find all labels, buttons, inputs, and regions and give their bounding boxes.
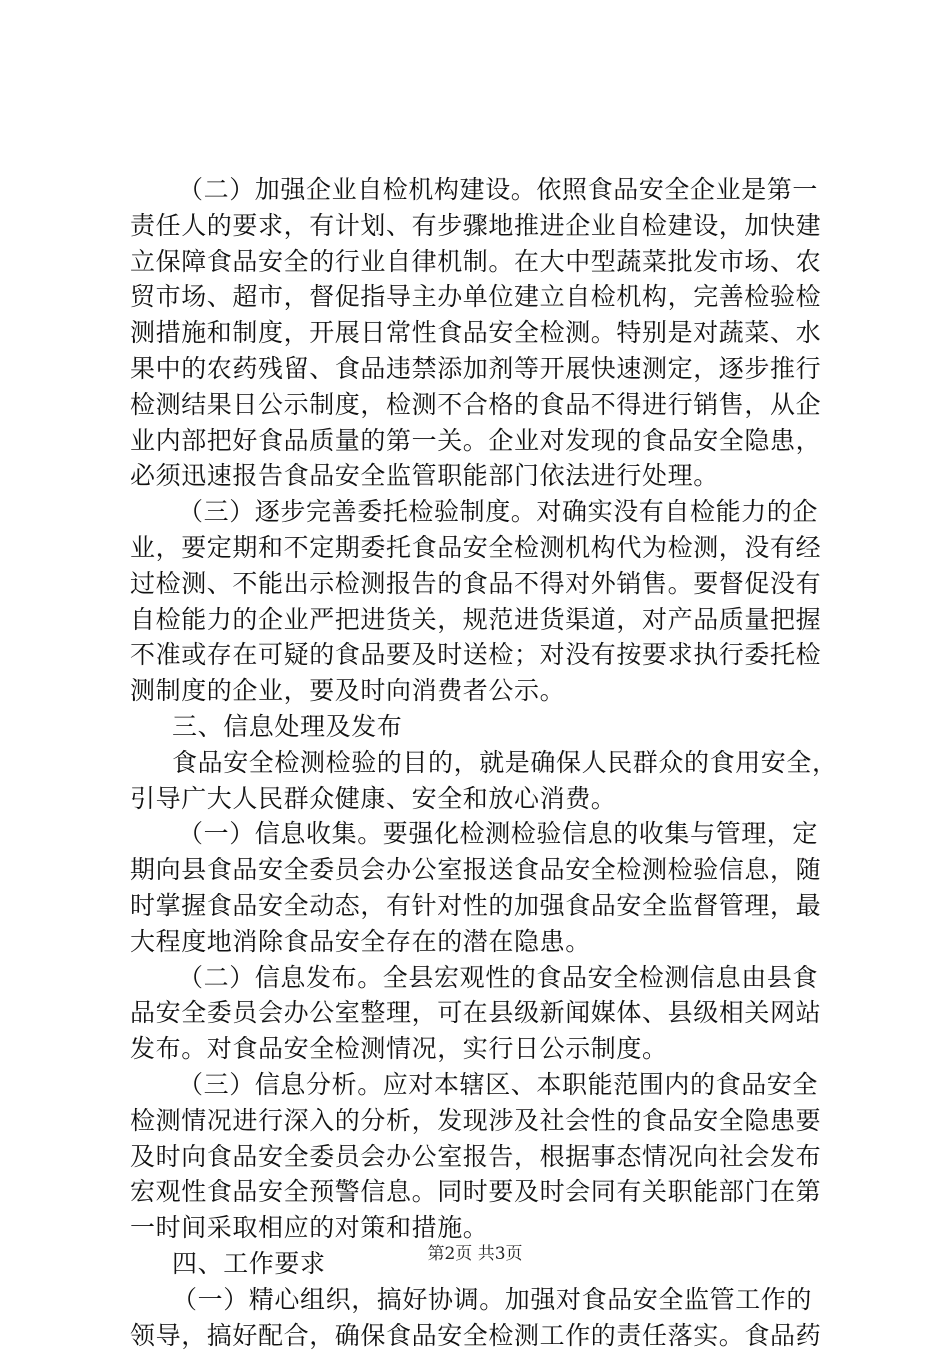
text-line: （二）信息发布。全县宏观性的食品安全检测信息由县食 — [130, 960, 840, 996]
text-line: 过检测、不能出示检测报告的食品不得对外销售。要督促没有 — [130, 566, 840, 602]
text-line: 检测情况进行深入的分析，发现涉及社会性的食品安全隐患要 — [130, 1103, 840, 1139]
text-line: 必须迅速报告食品安全监管职能部门依法进行处理。 — [130, 458, 840, 494]
text-line: 业，要定期和不定期委托食品安全检测机构代为检测，没有经 — [130, 530, 840, 566]
text-line: （一）信息收集。要强化检测检验信息的收集与管理，定 — [130, 816, 840, 852]
text-line: （一）精心组织，搞好协调。加强对食品安全监管工作的 — [130, 1282, 840, 1318]
text-line: （三）逐步完善委托检验制度。对确实没有自检能力的企 — [130, 494, 840, 530]
text-line: 立保障食品安全的行业自律机制。在大中型蔬菜批发市场、农 — [130, 244, 840, 280]
page-footer: 第2页 共3页 — [0, 1243, 950, 1265]
text-line: 大程度地消除食品安全存在的潜在隐患。 — [130, 924, 840, 960]
text-line: （三）信息分析。应对本辖区、本职能范围内的食品安全 — [130, 1067, 840, 1103]
text-line: 宏观性食品安全预警信息。同时要及时会同有关职能部门在第 — [130, 1174, 840, 1210]
text-line: 自检能力的企业严把进货关，规范进货渠道，对产品质量把握 — [130, 602, 840, 638]
text-line: 不准或存在可疑的食品要及时送检；对没有按要求执行委托检 — [130, 637, 840, 673]
text-line: 领导，搞好配合，确保食品安全检测工作的责任落实。食品药 — [130, 1318, 840, 1353]
document-body — [130, 172, 840, 1353]
text-line: 责任人的要求，有计划、有步骤地推进企业自检建设，加快建 — [130, 208, 840, 244]
text-line: 果中的农药残留、食品违禁添加剂等开展快速测定，逐步推行 — [130, 351, 840, 387]
text-line: 品安全委员会办公室整理，可在县级新闻媒体、县级相关网站 — [130, 995, 840, 1031]
text-line: 发布。对食品安全检测情况，实行日公示制度。 — [130, 1031, 840, 1067]
text-line: 检测结果日公示制度，检测不合格的食品不得进行销售，从企 — [130, 387, 840, 423]
text-line: 期向县食品安全委员会办公室报送食品安全检测检验信息，随 — [130, 852, 840, 888]
text-line: 测制度的企业，要及时向消费者公示。 — [130, 673, 840, 709]
text-line: 食品安全检测检验的目的，就是确保人民群众的食用安全， — [130, 745, 840, 781]
text-line: 四、工作要求 — [130, 1246, 840, 1282]
text-line: 时掌握食品安全动态，有针对性的加强食品安全监督管理，最 — [130, 888, 840, 924]
text-line: 三、信息处理及发布 — [130, 709, 840, 745]
text-line: 及时向食品安全委员会办公室报告，根据事态情况向社会发布 — [130, 1139, 840, 1175]
text-line: 贸市场、超市，督促指导主办单位建立自检机构，完善检验检 — [130, 279, 840, 315]
text-line: 测措施和制度，开展日常性食品安全检测。特别是对蔬菜、水 — [130, 315, 840, 351]
text-line: （二）加强企业自检机构建设。依照食品安全企业是第一 — [130, 172, 840, 208]
text-line: 引导广大人民群众健康、安全和放心消费。 — [130, 781, 840, 817]
text-line: 业内部把好食品质量的第一关。企业对发现的食品安全隐患， — [130, 423, 840, 459]
text-line: 一时间采取相应的对策和措施。 — [130, 1210, 840, 1246]
